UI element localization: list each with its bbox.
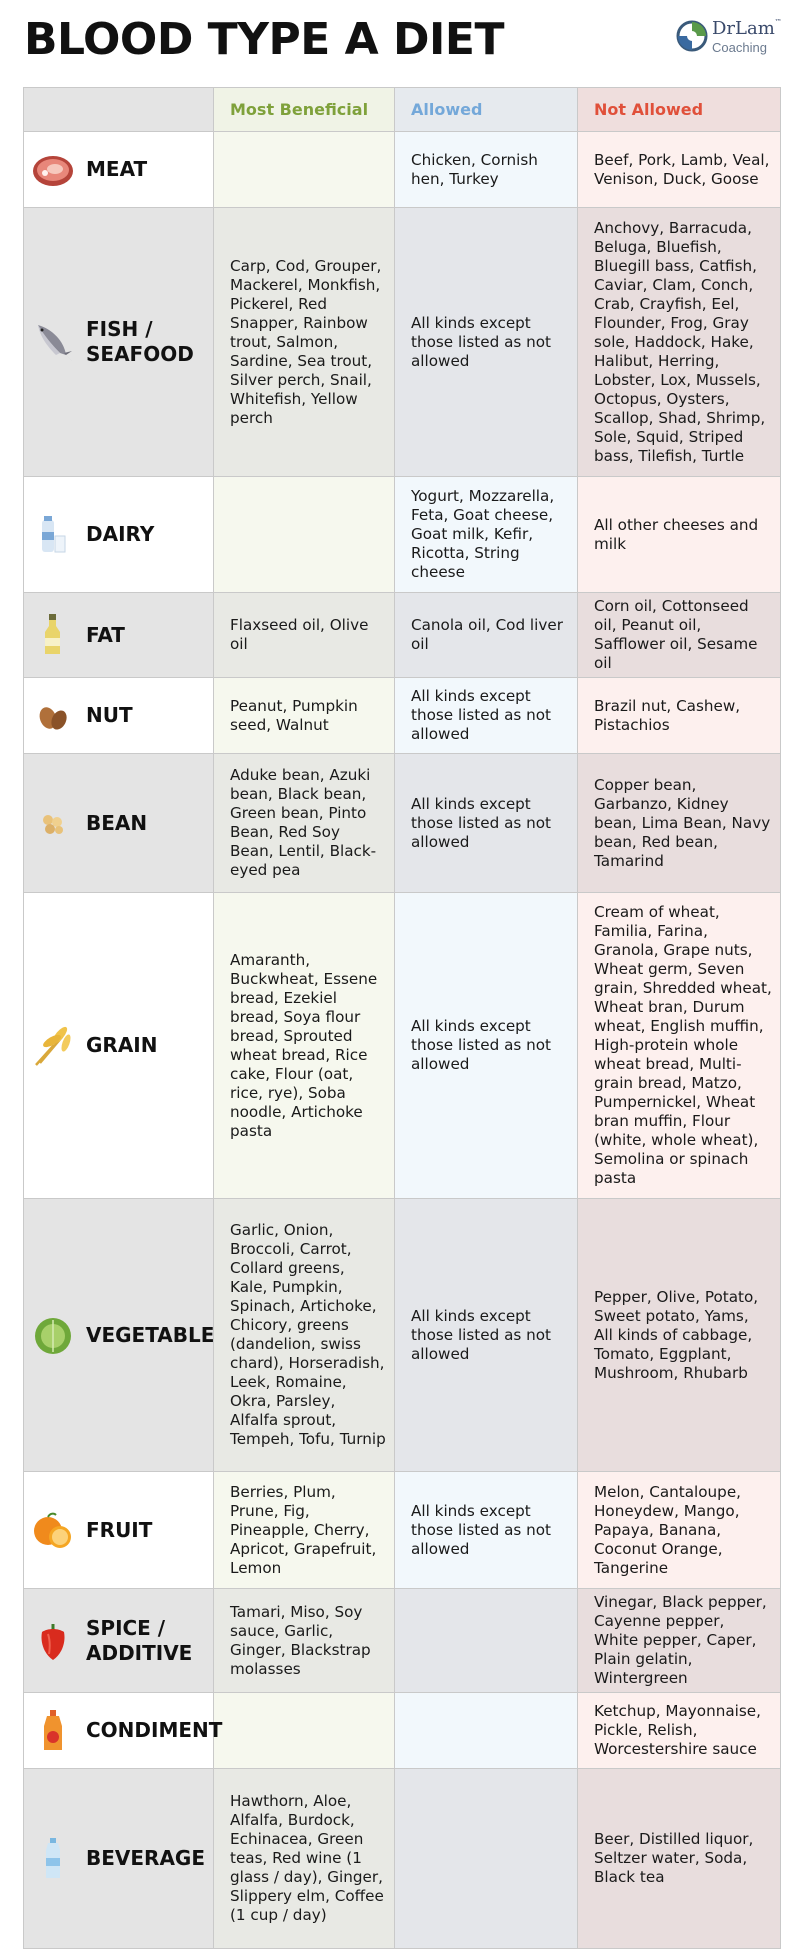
header-category: [24, 88, 214, 132]
allowed-cell: Chicken, Cornish hen, Turkey: [395, 132, 578, 208]
oil-bottle-icon: [30, 612, 76, 658]
beneficial-cell: Carp, Cod, Grouper, Mackerel, Monkfish, Pickerel, Red Snapper, Rainbow trout, Salmon, Sardine, Sea trout, Silver perch, Snail, Whitefish, Yellow perch: [214, 208, 395, 477]
allowed-cell: All kinds except those listed as not allowed: [395, 678, 578, 754]
header: [0, 0, 800, 88]
category-cell: [24, 893, 214, 1199]
beneficial-cell: Amaranth, Buckwheat, Essene bread, Ezekiel bread, Soya flour bread, Sprouted wheat bread, Rice cake, Flour (oat, rice, rye), Soba noodle, Artichoke pasta: [214, 893, 395, 1199]
table-row: [24, 678, 781, 754]
page-title: BLOOD TYPE A DIET: [24, 14, 504, 65]
category-name: VEGETABLE: [86, 1322, 215, 1347]
category-name: BEVERAGE: [86, 1846, 206, 1870]
not-allowed-cell: Beef, Pork, Lamb, Veal, Venison, Duck, Goose: [578, 132, 781, 208]
table-header-row: [24, 88, 781, 132]
allowed-cell: [395, 1589, 578, 1693]
not-allowed-cell: Anchovy, Barracuda, Beluga, Bluefish, Bluegill bass, Catfish, Caviar, Clam, Conch, Crab, Crayfish, Eel, Flounder, Frog, Gray sole, Haddock, Hake, Halibut, Herring, Lobster, Lox, Mussels, Octopus, Oysters, Scallop, Shad, Shrimp, Sole, Squid, Striped bass, Tilefish, Turtle: [578, 208, 781, 477]
table-row: [24, 1199, 781, 1472]
logo-trademark: ™: [774, 18, 782, 26]
not-allowed-cell: Melon, Cantaloupe, Honeydew, Mango, Papaya, Banana, Coconut Orange, Tangerine: [578, 1472, 781, 1589]
water-bottle-icon: [30, 1836, 76, 1882]
header-allowed: Allowed: [395, 88, 578, 132]
sauce-bottle-icon: [30, 1708, 76, 1754]
beneficial-cell: Garlic, Onion, Broccoli, Carrot, Collard greens, Kale, Pumpkin, Spinach, Artichoke, Chicory, greens (dandelion, swiss chard), Horseradish, Leek, Romaine, Okra, Parsley, Alfalfa sprout, Tempeh, Tofu, Turnip: [214, 1199, 395, 1472]
category-name: SPICE / ADDITIVE: [86, 1615, 193, 1665]
allowed-cell: All kinds except those listed as not allowed: [395, 1199, 578, 1472]
category-cell: [24, 477, 214, 593]
beneficial-cell: Flaxseed oil, Olive oil: [214, 593, 395, 678]
wheat-icon: [30, 1023, 76, 1069]
category-name: FRUIT: [86, 1517, 153, 1542]
not-allowed-cell: Beer, Distilled liquor, Seltzer water, Soda, Black tea: [578, 1769, 781, 1949]
allowed-cell: All kinds except those listed as not allowed: [395, 893, 578, 1199]
category-name: MEAT: [86, 157, 148, 181]
beneficial-cell: Aduke bean, Azuki bean, Black bean, Green bean, Pinto Bean, Red Soy Bean, Lentil, Black-eyed pea: [214, 754, 395, 893]
nut-icon: [30, 693, 76, 739]
category-cell: [24, 754, 214, 893]
table-row: [24, 893, 781, 1199]
not-allowed-cell: Cream of wheat, Familia, Farina, Granola, Grape nuts, Wheat germ, Seven grain, Shredded wheat, Wheat bran, Durum wheat, English muffin, High-protein whole wheat bread, Multi-grain bread, Matzo, Pumpernickel, Wheat bran muffin, Flour (white, whole wheat), Semolina or spinach pasta: [578, 893, 781, 1199]
header-not-allowed: Not Allowed: [578, 88, 781, 132]
milk-icon: [30, 512, 76, 558]
table-row: [24, 1472, 781, 1589]
category-cell: [24, 132, 214, 208]
diet-table: [23, 87, 781, 1949]
table-row: [24, 754, 781, 893]
beneficial-cell: Berries, Plum, Prune, Fig, Pineapple, Cherry, Apricot, Grapefruit, Lemon: [214, 1472, 395, 1589]
not-allowed-cell: Brazil nut, Cashew, Pistachios: [578, 678, 781, 754]
not-allowed-cell: Pepper, Olive, Potato, Sweet potato, Yams, All kinds of cabbage, Tomato, Eggplant, Mushroom, Rhubarb: [578, 1199, 781, 1472]
allowed-cell: [395, 1769, 578, 1949]
category-cell: [24, 678, 214, 754]
table-row: [24, 1693, 781, 1769]
not-allowed-cell: All other cheeses and milk: [578, 477, 781, 593]
pepper-icon: [30, 1618, 76, 1664]
brand-logo[interactable]: [676, 20, 788, 62]
category-name: DAIRY: [86, 522, 155, 546]
beneficial-cell: Peanut, Pumpkin seed, Walnut: [214, 678, 395, 754]
not-allowed-cell: Corn oil, Cottonseed oil, Peanut oil, Safflower oil, Sesame oil: [578, 593, 781, 678]
orange-icon: [30, 1507, 76, 1553]
allowed-cell: All kinds except those listed as not allowed: [395, 754, 578, 893]
logo-subtitle: Coaching: [712, 40, 767, 55]
category-cell: [24, 208, 214, 477]
table-row: [24, 477, 781, 593]
category-name: NUT: [86, 703, 133, 727]
category-name: FAT: [86, 622, 125, 647]
allowed-cell: [395, 1693, 578, 1769]
table-row: [24, 208, 781, 477]
beneficial-cell: [214, 477, 395, 593]
allowed-cell: All kinds except those listed as not allowed: [395, 208, 578, 477]
category-name: BEAN: [86, 810, 148, 835]
table-row: [24, 1589, 781, 1693]
allowed-cell: Yogurt, Mozzarella, Feta, Goat cheese, Goat milk, Kefir, Ricotta, String cheese: [395, 477, 578, 593]
header-most-beneficial: Most Beneficial: [214, 88, 395, 132]
not-allowed-cell: Copper bean, Garbanzo, Kidney bean, Lima Bean, Navy bean, Red bean, Tamarind: [578, 754, 781, 893]
beneficial-cell: Hawthorn, Aloe, Alfalfa, Burdock, Echinacea, Green teas, Red wine (1 glass / day), Ginger, Slippery elm, Coffee (1 cup / day): [214, 1769, 395, 1949]
category-name: FISH / SEAFOOD: [86, 317, 194, 366]
category-name: CONDIMENT: [86, 1718, 223, 1742]
category-cell: [24, 1769, 214, 1949]
allowed-cell: Canola oil, Cod liver oil: [395, 593, 578, 678]
allowed-cell: All kinds except those listed as not allowed: [395, 1472, 578, 1589]
category-cell: [24, 1693, 223, 1769]
category-cell: [24, 1589, 214, 1693]
beneficial-cell: [214, 1693, 395, 1769]
beneficial-cell: Tamari, Miso, Soy sauce, Garlic, Ginger, Blackstrap molasses: [214, 1589, 395, 1693]
table-row: [24, 1769, 781, 1949]
category-cell: [24, 1472, 214, 1589]
logo-name: DrLam: [712, 18, 775, 39]
not-allowed-cell: Ketchup, Mayonnaise, Pickle, Relish, Worcestershire sauce: [578, 1693, 781, 1769]
category-name: GRAIN: [86, 1033, 158, 1057]
beneficial-cell: [214, 132, 395, 208]
category-cell: [24, 593, 214, 678]
fish-icon: [30, 319, 76, 365]
meat-icon: [30, 147, 76, 193]
cabbage-icon: [30, 1312, 76, 1358]
not-allowed-cell: Vinegar, Black pepper, Cayenne pepper, White pepper, Caper, Plain gelatin, Wintergreen: [578, 1589, 781, 1693]
category-cell: [24, 1199, 214, 1472]
bean-icon: [30, 800, 76, 846]
table-row: [24, 593, 781, 678]
table-row: [24, 132, 781, 208]
logo-icon: [676, 20, 708, 52]
